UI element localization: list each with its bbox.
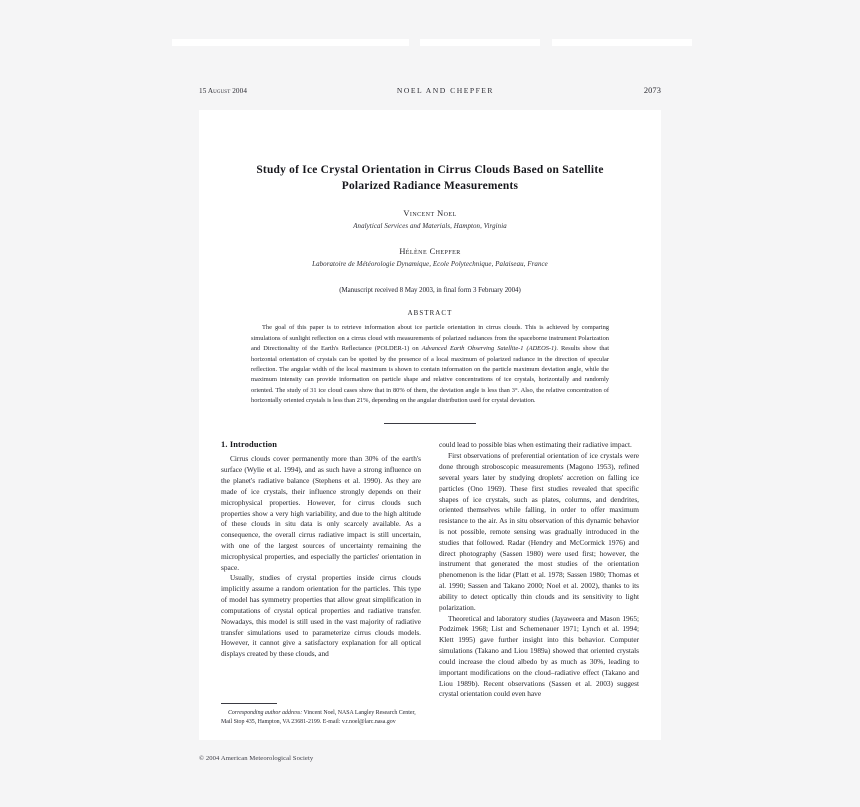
page-number: 2073	[643, 86, 661, 95]
document-page	[199, 110, 661, 740]
author-name-1: Vincent Noel	[403, 209, 457, 219]
right-column-paragraph-2: First observations of preferential orientation of ice crystals were done through stroboscopic measurements (Magono 1953), refined several years later by studying droplets' accretion on falling ice particles (Ono 1969). These first studies revealed that specific shapes of ice crystals, such as plates, columns, and dendrites, oriented themselves while falling, in order to offer maximum resistance to the air. As in situ observation of this dynamic behavior is not possible, remote sensing was gradually introduced in the studies that followed. Radar (Hendry and McCormick 1976) and direct photography (Sassen 1980) were used first; however, the instrument that generated the most studies of the orientation phenomenon is the lidar (Platt et al. 1978; Sassen 1980; Thomas et al. 1990; Sassen and Takano 2000; Noel et al. 2002), thanks to its ability to detect optically thin clouds and its sensitivity to light polarization.	[439, 451, 639, 612]
decorative-bar-3	[552, 39, 692, 46]
section-heading-introduction: 1. Introduction	[221, 440, 278, 450]
footnote-text	[221, 709, 428, 726]
abstract-section	[199, 310, 661, 424]
author-name-2: Hélène Chepfer	[399, 247, 461, 257]
decorative-bar-2	[420, 39, 540, 46]
left-column-paragraph-1: Cirrus clouds cover permanently more than 30% of the earth's surface (Wylie et al. 1994), and as such have a strong influence on the planet's radiative balance (Stephens et al. 1990). As they are made of ice crystals, their influence strongly depends on their microphysical properties. However, for cirrus clouds such properties show a very high variability, and due to the high altitude of these clouds in situ data is only scarcely available. As a consequence, the overall cirrus radiative impact is still uncertain, with one of the largest sources of uncertainty remaining the microphysical properties, and especially the particles' orientation in space.	[221, 454, 421, 572]
running-head-date: 15 August 2004	[199, 87, 248, 95]
footnote	[221, 703, 428, 726]
left-column-paragraph-2: Usually, studies of crystal properties inside cirrus clouds implicitly assume a random orientation for the particles. This type of model has symmetry properties that allow great simplification in computations of crystal optical properties and radiative transfer. Nowadays, this model is still used in the vast majority of radiative transfer simulations used to parameterize cirrus clouds models. However, it cannot give a satisfactory explanation for all optical displays created by these clouds, and	[221, 573, 421, 659]
author-affiliation-1: Analytical Services and Materials, Hampton, Virginia	[353, 223, 507, 231]
manuscript-received-line: (Manuscript received 8 May 2003, in final form 3 February 2004)	[339, 287, 521, 295]
copyright-notice: © 2004 American Meteorological Society	[199, 755, 314, 762]
title-block	[199, 110, 661, 294]
decorative-bar-1	[172, 39, 409, 46]
abstract-italic-title: Advanced Earth Observing Satellite-1 (ADEOS-1)	[421, 345, 557, 353]
running-head-authors: NOEL AND CHEPFER	[396, 86, 494, 95]
left-column	[221, 440, 421, 726]
body-columns	[199, 424, 661, 726]
author-affiliation-2: Laboratoire de Météorologie Dynamique, Ecole Polytechnique, Palaiseau, France	[312, 261, 548, 269]
abstract-part-1: The goal of this paper is to retrieve information about ice particle orientation in cirrus clouds. This is achieved by comparing simulations of sunlight reflection on a cirrus cloud with measurements of polarized radiances from the spaceborne instrument Polarization and Directionality of the Earth's Reflectance (POLDER-1) on	[251, 324, 609, 353]
abstract-text	[251, 323, 609, 406]
footnote-address: Vincent Noel, NASA Langley Research Center, Mail Stop 435, Hampton, VA 23681-2199. E-mail: v.r.noel@larc.nasa.gov	[221, 710, 416, 726]
right-column-paragraph-3: Theoretical and laboratory studies (Jayaweera and Mason 1965; Podzimek 1968; List and Schemenauer 1971; Lynch et al. 1994; Klett 1995) gave further insight into this behavior. Computer simulations (Takano and Liou 1989a) showed that oriented crystals could increase the cloud albedo by as much as 30%, leading to important modifications on the cloud–radiative effect (Takano and Liou 1989b). Recent observations (Sassen et al. 2003) suggest crystal orientation could even have	[439, 613, 639, 699]
right-column-paragraph-1: could lead to possible bias when estimating their radiative impact.	[439, 440, 632, 450]
footnote-label: Corresponding author address:	[228, 710, 303, 717]
right-column	[439, 440, 639, 700]
page-title: Study of Ice Crystal Orientation in Cirrus Clouds Based on Satellite Polarized Radiance Measurements	[256, 164, 604, 193]
abstract-label: ABSTRACT	[407, 310, 453, 318]
running-head	[199, 86, 661, 100]
abstract-part-2: . Results show that horizontal orientation of crystals can be spotted by the presence of a local maximum of polarized radiance in the direction of specular reflection. The angular width of the local maximum is shown to contain information on the particle maximum deviation angle, while the maximum intensity can provide information on particle shape and relative concentrations of ice crystals, horizontally and randomly oriented. The study of 31 ice cloud cases show that in 80% of them, the deviation angle is less than 3°. Also, the relative concentration of horizontally oriented crystals is less than 21%, depending on the angular distribution used for crystal deviation.	[251, 345, 609, 404]
footnote-divider-rule	[221, 703, 277, 704]
